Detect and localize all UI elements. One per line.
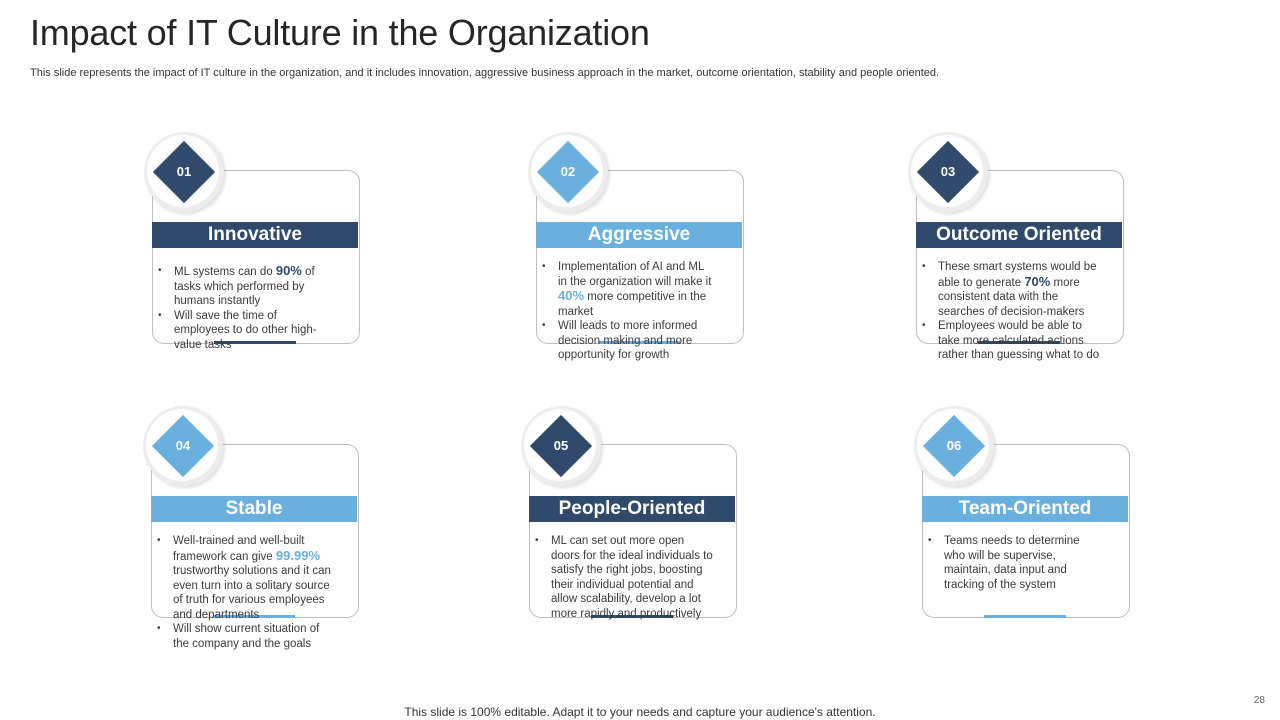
card-heading: People-Oriented: [529, 496, 735, 522]
badge-number: 02: [560, 164, 576, 179]
bullet-text: Employees would be able to take more calculated actions rather than guessing what to do: [938, 320, 1100, 361]
bullet-text: ML can set out more open doors for the ideal individuals to satisfy the right jobs, boosting their individual potential and allow scalability, develop a lot more rapidly and productively: [551, 535, 713, 620]
bullet-text: Will show current situation of the company and the goals: [173, 623, 320, 650]
bullet-text: more competitive in the market: [558, 291, 707, 318]
number-badge: [521, 406, 601, 486]
bullet-text: of tasks which performed by humans instantly: [174, 266, 315, 307]
card-03: [916, 132, 1124, 361]
badge-number: 01: [176, 164, 192, 179]
bullet-text: Well-trained and well-built framework can give: [173, 535, 305, 563]
bullet-text: Implementation of AI and ML in the organization will make it: [558, 261, 712, 288]
card-06: [922, 406, 1130, 618]
bullet-text: Will save the time of employees to do other high-value tasks: [174, 309, 317, 351]
card-heading: Stable: [151, 496, 357, 522]
badge-number: 06: [946, 438, 962, 453]
bullet-text: Teams needs to determine who will be supervise, maintain, data input and tracking of the system: [944, 535, 1080, 591]
bullet-item: [154, 264, 329, 309]
bullet-text: more consistent data with the searches of decision-makers: [938, 276, 1085, 318]
card-bottom-accent: [984, 615, 1066, 618]
card-04: [151, 406, 359, 650]
bullet-text: ML systems can do: [174, 266, 276, 278]
bullet-list: [924, 534, 1099, 592]
bullet-list: [531, 534, 713, 621]
bullet-item: [538, 319, 713, 363]
number-badge: [144, 132, 224, 212]
bullet-item: [154, 309, 329, 353]
number-badge: [908, 132, 988, 212]
number-badge: [914, 406, 994, 486]
bullet-text: These smart systems would be able to generate: [938, 261, 1097, 289]
bullet-item: [153, 622, 335, 651]
bullet-item: [538, 260, 713, 319]
bullet-list: [153, 534, 335, 651]
bullet-item: [918, 260, 1103, 319]
badge-number: 03: [940, 164, 956, 179]
badge-number: 05: [553, 438, 569, 453]
card-05: [529, 406, 737, 618]
slide-title: Impact of IT Culture in the Organization: [30, 12, 650, 53]
bullet-item: [924, 534, 1099, 592]
card-02: [536, 132, 744, 361]
card-01: [152, 132, 360, 351]
bullet-item: [531, 534, 713, 621]
highlight-value: 90%: [275, 263, 302, 278]
card-heading: Team-Oriented: [922, 496, 1128, 522]
bullet-text: Will leads to more informed decision making and more opportunity for growth: [558, 320, 698, 361]
bullet-list: [154, 264, 329, 352]
bullet-text: trustworthy solutions and it can even turn into a solitary source of truth for various employees and departments: [173, 565, 331, 621]
bullet-list: [918, 260, 1103, 363]
card-heading: Aggressive: [536, 222, 742, 248]
card-heading: Innovative: [152, 222, 358, 248]
highlight-value: 70%: [1024, 273, 1051, 289]
footer-note: This slide is 100% editable. Adapt it to your needs and capture your audience's attention.: [404, 705, 876, 719]
number-badge: [143, 406, 223, 486]
slide-subtitle: This slide represents the impact of IT culture in the organization, and it includes innovation, aggressive business approach in the market, outcome orientation, stability and people oriented.: [30, 67, 940, 79]
highlight-value: 40%: [558, 288, 585, 303]
bullet-item: [918, 319, 1103, 363]
card-heading: Outcome Oriented: [916, 222, 1122, 248]
highlight-value: 99.99%: [275, 547, 320, 563]
bullet-item: [153, 534, 335, 622]
page-number: 28: [1253, 695, 1265, 706]
bullet-list: [538, 260, 713, 363]
badge-number: 04: [175, 438, 191, 453]
number-badge: [528, 132, 608, 212]
